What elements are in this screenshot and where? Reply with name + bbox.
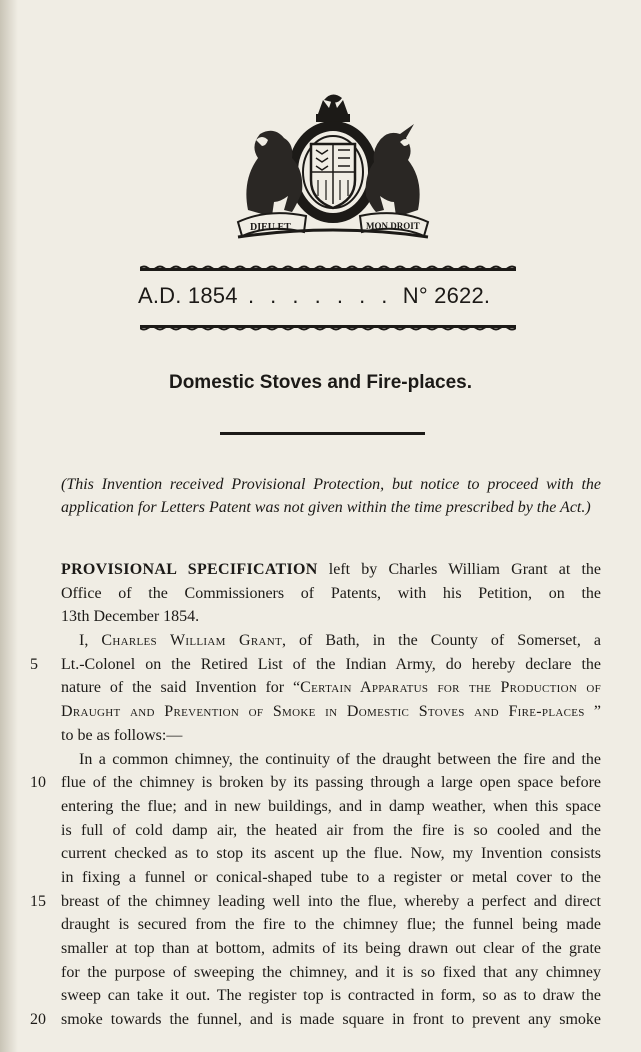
text-line (61, 961, 601, 985)
text-line (61, 582, 601, 606)
text-segment: in fixing a funnel or conical-shaped tube to a register or metal cover to the (61, 868, 601, 886)
text-segment: Charles William Grant (101, 632, 283, 650)
text-segment: Lt.-Colonel on the Retired List of the Indian Army, do hereby declare the (61, 655, 601, 673)
line-number: 20 (30, 1011, 46, 1029)
page-edge-shadow (0, 0, 18, 1052)
text-segment: smaller at top than at bottom, admits of its being drawn out clear of the grate (61, 940, 601, 957)
text-segment: draught is secured from the fire to the chimney flue; the funnel being made (61, 916, 601, 934)
text-segment: Certain Apparatus for the Production of (300, 679, 601, 697)
header-rule-bottom (140, 325, 516, 331)
text-line (61, 558, 601, 582)
text-line (61, 913, 601, 937)
text-segment: is full of cold damp air, the heated air from the fire is so cooled and the (61, 821, 601, 839)
text-segment: for the purpose of sweeping the chimney, and it is so fixed that any chimney (61, 963, 601, 981)
text-segment: Draught and Prevention of Smoke in Domestic Stoves and Fire-places (61, 703, 585, 721)
text-segment: ” (584, 703, 601, 721)
text-segment: I, (79, 632, 102, 650)
text-segment: entering the flue; and in new buildings, and in damp weather, when this space (61, 797, 601, 815)
text-line (61, 866, 601, 890)
provisional-protection-notice: (This Invention received Provisional Protection, but notice to proceed with the application for Letters Patent was not given within the time prescribed by the Act.) (61, 476, 601, 516)
document-title: Domestic Stoves and Fire-places. (168, 372, 473, 393)
text-line (30, 653, 601, 677)
leader-dots: . . . . . . . (247, 283, 393, 308)
text-segment: flue of the chimney is broken by its passing through a large open space before (61, 774, 601, 792)
line-number: 10 (30, 774, 46, 792)
text-segment: breast of the chimney leading well into the flue, whereby a perfect and direct (61, 892, 601, 910)
text-segment: to be as follows:— (61, 726, 183, 744)
text-line (61, 795, 601, 819)
title-rule (220, 432, 425, 435)
text-line (61, 700, 601, 724)
svg-text:DIEU ET: DIEU ET (250, 222, 291, 233)
patent-number: N° 2622. (402, 283, 491, 308)
text-line (30, 771, 601, 795)
text-segment: , of Bath, in the County of Somerset, a (282, 632, 601, 650)
line-number: 15 (30, 892, 46, 910)
text-segment: 13th December 1854. (61, 608, 200, 626)
text-line (61, 984, 601, 1008)
patent-number-line (138, 283, 518, 309)
text-line (61, 937, 601, 961)
text-segment: nature of the said Invention for “ (61, 679, 301, 697)
text-segment: Office of the Commissioners of Patents, with his Petition, on the (61, 584, 601, 602)
text-line (61, 676, 601, 700)
year-label: A.D. 1854 (138, 283, 238, 308)
text-segment: In a common chimney, the continuity of the draught between the fire and the (79, 750, 601, 768)
text-segment: current checked as to stop its ascent up the flue. Now, my Invention consists (61, 845, 601, 863)
text-line (61, 724, 601, 748)
header-rule-top (140, 265, 516, 271)
line-number: 5 (30, 655, 38, 673)
text-line (30, 1008, 601, 1032)
text-line (61, 842, 601, 866)
svg-text:MON DROIT: MON DROIT (366, 221, 420, 231)
text-line (61, 748, 601, 772)
text-segment: sweep can take it out. The register top is contracted in form, so as to draw the (61, 987, 601, 1005)
specification-body (30, 558, 602, 1032)
royal-coat-of-arms-icon (228, 92, 438, 242)
text-line (30, 890, 601, 914)
text-line (61, 819, 601, 843)
text-line (61, 605, 601, 629)
text-line (61, 629, 601, 653)
specification-heading: PROVISIONAL SPECIFICATION (61, 561, 318, 578)
text-segment: left by Charles William Grant at the (317, 561, 602, 578)
text-segment: smoke towards the funnel, and is made square in front to prevent any smoke (61, 1011, 601, 1029)
